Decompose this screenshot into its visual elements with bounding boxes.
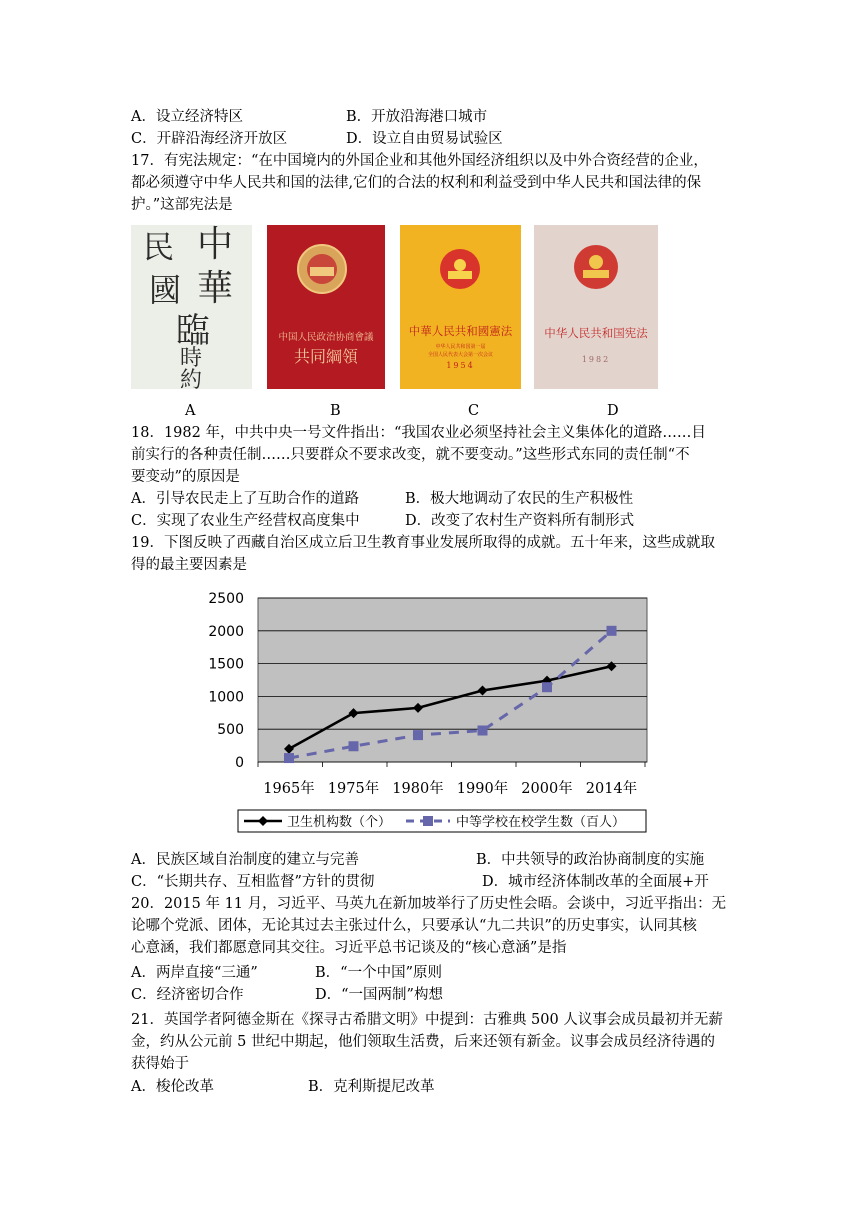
x-tick-label: 1990年 xyxy=(456,781,509,797)
q19-option-a: A．民族区域自治制度的建立与完善 xyxy=(131,852,359,868)
q21-line-3: 获得始于 xyxy=(131,1056,189,1072)
cover-title: 中華人民共和國憲法 xyxy=(408,324,513,338)
constitution-image-c xyxy=(400,225,521,389)
constitution-image-a xyxy=(131,225,252,389)
x-axis xyxy=(258,762,645,797)
calligraphy-char: 臨 xyxy=(176,311,210,351)
calligraphy-char: 約 xyxy=(180,368,203,389)
cover-title-1: 中国人民政治协商會議 xyxy=(278,332,374,343)
q18-line-1: 18．1982 年，中共中央一号文件指出：“我国农业必须坚持社会主义集体化的道路……目 xyxy=(131,425,706,441)
q17-line-3: 护。”这部宪法是 xyxy=(131,197,233,213)
q20-option-c: C．经济密切合作 xyxy=(131,987,244,1003)
q20-option-b: B．“一个中国”原则 xyxy=(315,965,442,981)
cover-sub-1: 中华人民共和国第一届 xyxy=(435,344,486,350)
data-point xyxy=(413,730,423,740)
legend-label: 中等学校在校学生数（百人） xyxy=(456,815,626,830)
q16-option-b: B．开放沿海港口城市 xyxy=(346,109,488,125)
q18-option-a: A．引导农民走上了互助合作的道路 xyxy=(131,491,359,507)
x-tick-label: 2000年 xyxy=(521,781,573,797)
constitution-image-d xyxy=(534,225,658,389)
cover-year: 1982 xyxy=(581,355,611,364)
q21-line-2: 金，约从公元前 5 世纪中期起，他们领取生活费，后来还领有新金。议事会成员经济待遇的 xyxy=(131,1034,715,1050)
image-caption-a: A xyxy=(185,403,196,419)
q19-line-1: 19．下图反映了西藏自治区成立后卫生教育事业发展所取得的成就。五十年来，这些成就取 xyxy=(131,535,715,551)
q21-line-1: 21．英国学者阿德金斯在《探寻古希腊文明》中提到：古雅典 500 人议事会成员最初并无薪 xyxy=(131,1012,723,1028)
q18-option-b: B．极大地调动了农民的生产积极性 xyxy=(405,491,634,507)
calligraphy-char: 民 xyxy=(143,230,174,266)
q21-option-b: B．克利斯提尼改革 xyxy=(308,1079,435,1095)
q20-option-d: D．“一国两制”构想 xyxy=(315,987,443,1003)
q21-option-a: A．梭伦改革 xyxy=(131,1079,214,1095)
image-caption-d: D xyxy=(607,403,619,419)
y-tick-label: 2500 xyxy=(208,591,244,607)
q18-option-c: C．实现了农业生产经营权高度集中 xyxy=(131,513,360,529)
cover-year: 1954 xyxy=(446,361,475,370)
y-tick-label: 2000 xyxy=(208,623,244,640)
q16-option-d: D．设立自由贸易试验区 xyxy=(346,131,503,147)
x-tick-label: 2014年 xyxy=(585,781,638,797)
y-tick-label: 500 xyxy=(217,722,244,739)
q20-option-a: A．两岸直接“三通” xyxy=(131,965,258,981)
q17-line-1: 17．有宪法规定：“在中国境内的外国企业和其他外国经济组织以及中外合资经营的企业， xyxy=(131,153,708,169)
calligraphy-char: 時 xyxy=(180,346,203,371)
line-chart xyxy=(200,588,660,836)
national-emblem-icon xyxy=(534,225,658,389)
y-tick-label: 0 xyxy=(235,755,244,771)
legend-marker xyxy=(423,816,433,826)
y-tick-label: 1000 xyxy=(208,689,244,706)
q18-option-d: D．改变了农村生产资料所有制形式 xyxy=(405,513,635,529)
data-point xyxy=(607,626,617,636)
plot-area xyxy=(258,598,647,762)
data-point xyxy=(542,682,552,692)
q18-line-2: 前实行的各种责任制……只要群众不要求改变，就不要变动。”这些形式东同的责任制“不 xyxy=(131,447,690,463)
q17-line-2: 都必须遵守中华人民共和国的法律,它们的合法的权利和利益受到中华人民共和国法律的保 xyxy=(131,175,702,191)
q18-line-3: 要变动”的原因是 xyxy=(131,469,240,485)
legend-label: 卫生机构数（个） xyxy=(287,815,392,830)
data-point xyxy=(284,753,294,763)
image-caption-b: B xyxy=(330,403,341,419)
data-point xyxy=(349,741,359,751)
y-tick-label: 1500 xyxy=(208,656,244,673)
cover-sub-2: 全国人民代表大会第一次会议 xyxy=(427,352,493,358)
x-tick-label: 1975年 xyxy=(327,781,380,797)
q19-option-c: C．“长期共存、互相监督”方针的贯彻 xyxy=(131,874,375,890)
q16-option-c: C．开辟沿海经济开放区 xyxy=(131,131,288,147)
x-tick-label: 1980年 xyxy=(392,781,444,797)
cover-title-2: 共同綱領 xyxy=(293,347,358,366)
q20-line-1: 20．2015 年 11 月，习近平、马英九在新加坡举行了历史性会晤。会谈中，习近平指出：无 xyxy=(131,896,727,912)
q19-line-2: 得的最主要因素是 xyxy=(131,557,247,573)
q16-option-a: A．设立经济特区 xyxy=(131,109,243,125)
image-caption-c: C xyxy=(468,403,480,419)
q19-option-b: B．中共领导的政治协商制度的实施 xyxy=(476,852,705,868)
calligraphy-char: 中 xyxy=(197,225,234,265)
x-tick-label: 1965年 xyxy=(263,781,315,797)
legend xyxy=(238,810,646,832)
calligraphy-char: 國 xyxy=(149,271,182,309)
data-point xyxy=(478,726,488,736)
constitution-image-b xyxy=(267,225,385,389)
q19-option-d: D．城市经济体制改革的全面展+开 xyxy=(482,874,709,890)
q20-line-2: 论哪个党派、团体，无论其过去主张过什么，只要承认“九二共识”的历史事实，认同其核 xyxy=(131,918,697,934)
q20-line-3: 心意涵，我们都愿意同其交往。习近平总书记谈及的“核心意涵”是指 xyxy=(131,940,567,956)
y-axis xyxy=(208,591,244,771)
cover-title: 中华人民共和国宪法 xyxy=(544,326,648,340)
calligraphy-char: 華 xyxy=(197,268,234,309)
